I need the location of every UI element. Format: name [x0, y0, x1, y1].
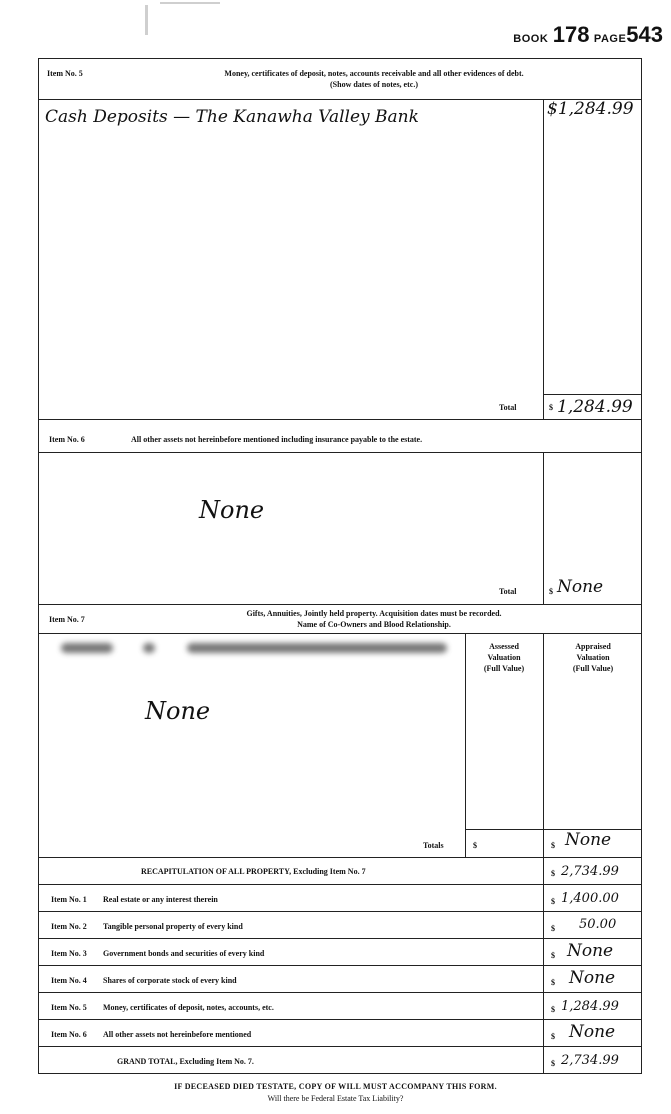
item5-title: Money, certificates of deposit, notes, accounts receivable and all other evidences of debt.: [224, 69, 524, 78]
estate-appraisal-form: [38, 58, 642, 1074]
currency-symbol: $: [551, 951, 555, 960]
redacted-text: [143, 643, 155, 653]
item7-entry-text: None: [145, 697, 211, 725]
item6-title: All other assets not hereinbefore mentioned including insurance payable to the estate.: [131, 435, 423, 444]
recap-item-text: All other assets not hereinbefore mentioned: [103, 1030, 252, 1039]
currency-symbol: $: [551, 924, 555, 933]
redacted-text: [187, 643, 447, 653]
item6-entry-text: None: [199, 496, 265, 524]
recap-item-value: None: [567, 941, 614, 961]
item5-subtitle: (Show dates of notes, etc.): [330, 80, 418, 89]
currency-symbol: $: [551, 897, 555, 906]
recap-item-value: 50.00: [579, 917, 617, 932]
divider: [465, 829, 641, 830]
recap-item-value: None: [569, 1022, 616, 1042]
currency-symbol: $: [549, 403, 553, 412]
recap-item-value: 1,400.00: [561, 891, 619, 906]
item7-label: Item No. 7: [49, 615, 85, 624]
currency-symbol: $: [473, 841, 477, 850]
item7-subtitle: Name of Co-Owners and Blood Relationship.: [297, 620, 451, 629]
divider: [39, 452, 641, 453]
item5-total-label: Total: [499, 403, 517, 412]
item6-label: Item No. 6: [49, 435, 85, 444]
scan-speck: [145, 5, 148, 35]
divider: [39, 604, 641, 605]
divider: [543, 394, 641, 395]
item6-total-label: Total: [499, 587, 517, 596]
recap-item-value: None: [569, 968, 616, 988]
item7-totals-label: Totals: [423, 841, 444, 850]
recap-item-text: Tangible personal property of every kind: [103, 922, 243, 931]
item5-total-value: 1,284.99: [557, 397, 633, 417]
page-number: 543: [626, 22, 663, 47]
recap-item-label: Item No. 6: [51, 1030, 87, 1039]
recap-item-label: Item No. 3: [51, 949, 87, 958]
divider: [39, 884, 641, 885]
recap-item-label: Item No. 4: [51, 976, 87, 985]
redacted-text: [61, 643, 113, 653]
recap-item-text: Money, certificates of deposit, notes, accounts, etc.: [103, 1003, 274, 1012]
currency-symbol: $: [551, 869, 555, 878]
recap-item-text: Real estate or any interest therein: [103, 895, 218, 904]
footer-tax-question: Will there be Federal Estate Tax Liability?: [267, 1094, 404, 1103]
recap-item-value: 1,284.99: [561, 999, 619, 1014]
recap-item-text: Government bonds and securities of every kind: [103, 949, 265, 958]
divider: [39, 965, 641, 966]
appraised-valuation-header: Appraised Valuation (Full Value): [572, 642, 614, 673]
scan-speck: [160, 2, 220, 4]
item5-entry-amount: $1,284.99: [547, 99, 634, 119]
divider: [39, 1046, 641, 1047]
item7-title: Gifts, Annuities, Jointly held property. Acquisition dates must be recorded.: [246, 609, 502, 618]
divider: [39, 938, 641, 939]
divider: [39, 633, 641, 634]
recap-total-value: 2,734.99: [561, 864, 619, 879]
divider: [39, 857, 641, 858]
recap-item-label: Item No. 1: [51, 895, 87, 904]
column-divider: [543, 452, 544, 604]
currency-symbol: $: [549, 587, 553, 596]
currency-symbol: $: [551, 1032, 555, 1041]
item6-total-value: None: [557, 577, 604, 597]
divider: [39, 911, 641, 912]
currency-symbol: $: [551, 1059, 555, 1068]
recap-item-label: Item No. 2: [51, 922, 87, 931]
book-label: BOOK: [513, 33, 549, 45]
item7-appraised-total: None: [565, 830, 612, 850]
item5-entry-text: Cash Deposits — The Kanawha Valley Bank: [45, 107, 419, 127]
item5-label: Item No. 5: [47, 69, 83, 78]
divider: [39, 419, 641, 420]
book-page-header: [513, 22, 663, 48]
book-number: 178: [552, 22, 590, 47]
recap-title: RECAPITULATION OF ALL PROPERTY, Excluding Item No. 7: [141, 867, 366, 876]
divider: [39, 1019, 641, 1020]
recap-item-label: Item No. 5: [51, 1003, 87, 1012]
grand-total-label: GRAND TOTAL, Excluding Item No. 7.: [117, 1057, 254, 1066]
grand-total-value: 2,734.99: [561, 1053, 619, 1068]
recap-item-text: Shares of corporate stock of every kind: [103, 976, 237, 985]
page-label: PAGE: [593, 33, 627, 45]
column-divider: [543, 99, 544, 419]
currency-symbol: $: [551, 841, 555, 850]
currency-symbol: $: [551, 1005, 555, 1014]
currency-symbol: $: [551, 978, 555, 987]
footer-will-notice: IF DECEASED DIED TESTATE, COPY OF WILL MUST ACCOMPANY THIS FORM.: [174, 1082, 497, 1091]
assessed-valuation-header: Assessed Valuation (Full Value): [483, 642, 525, 673]
divider: [39, 992, 641, 993]
